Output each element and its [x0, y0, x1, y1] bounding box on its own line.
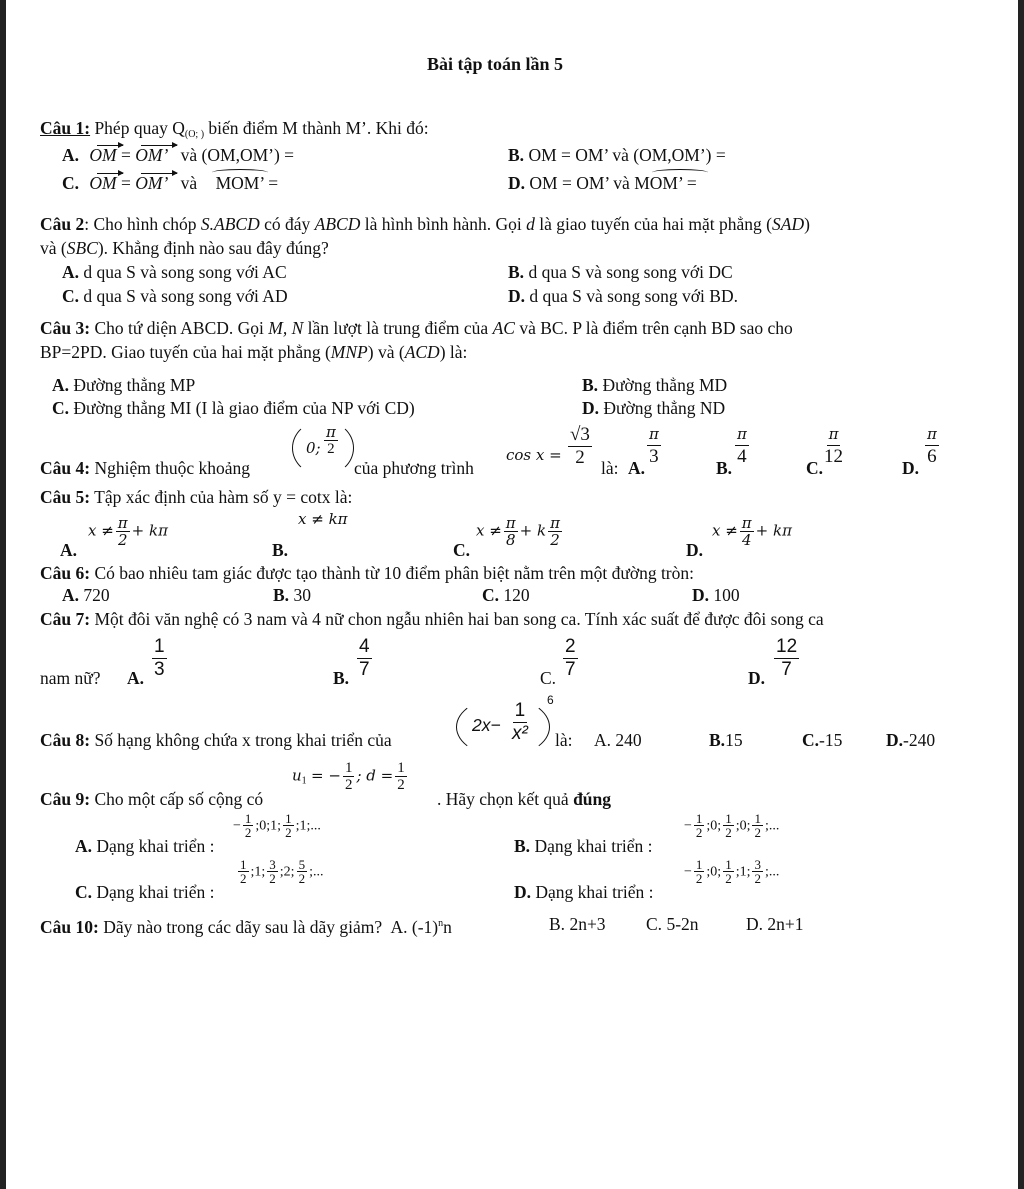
- fraction-num: 1: [514, 700, 526, 721]
- option-label: D.: [746, 914, 764, 934]
- question-9-stem: [40, 789, 263, 809]
- q9-option-c-sequence: [236, 858, 323, 885]
- option-text: Đường thẳng MD: [602, 375, 728, 395]
- sequence-text: −: [684, 864, 692, 880]
- fraction-den: 2: [244, 825, 252, 840]
- option-label: A.: [390, 916, 408, 937]
- q6-text: Có bao nhiêu tam giác được tạo thành từ 10 điểm phân biệt nằm trên một đường tròn:: [94, 563, 694, 583]
- option-label: B.: [508, 145, 525, 165]
- option-text: d qua S và song song với AD: [83, 286, 288, 306]
- q5-option-a-value: [88, 515, 168, 548]
- option-text: d qua S và song song với BD.: [529, 286, 738, 306]
- subscript: 1: [301, 775, 307, 787]
- q4-la: là:: [601, 458, 619, 478]
- q3-acd: ACD: [404, 342, 440, 362]
- sequence-text: ;...: [764, 818, 780, 834]
- fraction: [694, 812, 705, 839]
- fraction-num: π: [827, 423, 841, 446]
- option-text: n: [443, 916, 452, 937]
- fraction-num: π: [735, 423, 749, 446]
- sequence-text: ;1;: [250, 864, 266, 880]
- fraction: [283, 812, 294, 839]
- angle-hat: [652, 169, 708, 176]
- q7-option-a-label: A.: [127, 668, 145, 688]
- sequence-text: ;2;: [279, 864, 295, 880]
- option-text: Dạng khai triển :: [96, 882, 215, 902]
- q9-text: . Hãy chọn kết quả: [437, 789, 569, 809]
- q6-option-b: [273, 585, 311, 605]
- fraction-num: π: [647, 423, 661, 446]
- question-8-stem: [40, 730, 392, 750]
- q3-option-c: [52, 398, 415, 418]
- math-text: + kπ: [755, 521, 792, 540]
- q7-option-b-label: B.: [333, 668, 350, 688]
- q2-text: là giao tuyến của hai mặt phẳng (: [534, 214, 773, 234]
- q9-option-b: [514, 836, 653, 856]
- option-text: 15: [725, 730, 743, 750]
- fraction-den: 7: [565, 659, 576, 680]
- option-label: B.: [549, 914, 566, 934]
- fraction-num: 1: [725, 857, 732, 872]
- q7-text-2: nam nữ?: [40, 668, 101, 688]
- fraction-num: 1: [695, 857, 703, 872]
- q7-option-c-value: [561, 636, 580, 681]
- option-text: 720: [83, 585, 110, 605]
- q4-option-d-value: [923, 423, 941, 468]
- option-label: A.: [75, 836, 93, 856]
- vector-om-prime: OM’: [135, 145, 169, 165]
- q5-option-b-value: x ≠ kπ: [298, 510, 348, 528]
- fraction: [694, 858, 705, 885]
- fraction-num: 4: [359, 636, 370, 657]
- q6-option-c: [482, 585, 530, 605]
- option-label: C.: [62, 173, 80, 193]
- fraction-den: 2: [550, 531, 560, 549]
- q10-option-c: [646, 914, 699, 934]
- fraction-num: π: [925, 423, 939, 446]
- option-text: Đường thẳng MP: [73, 375, 196, 395]
- q7-option-c-label: C.: [540, 668, 557, 688]
- fraction-den: 4: [741, 531, 752, 549]
- option-text: Dạng khai triển :: [535, 882, 654, 902]
- question-3-stem-line2: [40, 342, 467, 362]
- fraction: [752, 858, 763, 885]
- and-word: và: [180, 173, 198, 193]
- vector-om: OM: [89, 173, 117, 193]
- fraction-den: 8: [505, 531, 516, 549]
- fraction-den: 2: [298, 871, 306, 886]
- fraction-den: 2: [575, 447, 585, 468]
- fraction-num: 1: [725, 811, 732, 826]
- q1-option-c: [62, 173, 278, 193]
- q1-d-text: OM = OM’ và: [529, 173, 630, 193]
- option-text: d qua S và song song với AC: [83, 262, 287, 282]
- q2-option-b: [508, 262, 733, 282]
- fraction-num: 1: [397, 760, 405, 776]
- q6-label: Câu 6:: [40, 563, 91, 583]
- q8-option-d: [886, 730, 935, 750]
- angle-mom: MOM’ =: [634, 173, 697, 193]
- q1-option-b: [508, 145, 726, 165]
- binomial-fraction: [508, 700, 532, 745]
- vector-om-prime: OM’: [135, 173, 169, 193]
- q3-text: và BC. P là điểm trên cạnh BD sao cho: [514, 318, 793, 338]
- option-label: B.: [508, 262, 525, 282]
- q5-option-c-label: C.: [453, 540, 471, 560]
- q3-option-a: [52, 375, 195, 395]
- q3-mnp: MNP: [330, 342, 368, 362]
- q1-a-rest: và (OM,OM’) =: [180, 145, 295, 165]
- q9-emphasis: đúng: [573, 789, 612, 809]
- fraction-den: 2: [695, 825, 703, 840]
- math-text: = −: [311, 766, 341, 785]
- q2-option-a: [62, 262, 287, 282]
- fraction-den: 2: [344, 777, 353, 793]
- q10-option-b: [549, 914, 606, 934]
- fraction-den: 3: [154, 659, 165, 680]
- fraction-num: 1: [154, 636, 165, 657]
- q5-label: Câu 5:: [40, 487, 91, 507]
- q2-d: d: [526, 214, 535, 234]
- fraction-num: 1: [244, 811, 252, 826]
- question-2-stem-line2: [40, 238, 329, 258]
- option-text: 30: [293, 585, 311, 605]
- fraction-den: 2: [397, 777, 405, 793]
- option-label: C.: [75, 882, 93, 902]
- question-4-stem: [40, 458, 250, 478]
- fraction-num: π: [741, 514, 752, 532]
- q1-label: Câu 1:: [40, 118, 91, 138]
- fraction: [267, 858, 278, 885]
- q3-text: ) và (: [367, 342, 405, 362]
- option-label: D.: [582, 398, 600, 418]
- math-text: x ≠: [476, 521, 502, 540]
- q4-text: Nghiệm thuộc khoảng: [94, 458, 250, 478]
- q2-text: : Cho hình chóp: [84, 214, 201, 234]
- sequence-text: ;...: [309, 864, 324, 880]
- fraction-num: 1: [240, 857, 247, 872]
- fraction-den: 2: [285, 825, 292, 840]
- equals: =: [120, 173, 131, 193]
- fraction-num: π: [326, 423, 336, 441]
- q2-pyramid: S.ABCD: [200, 214, 260, 234]
- option-label: A.: [52, 375, 70, 395]
- math-text: x ≠: [712, 521, 738, 540]
- fraction: [723, 858, 734, 885]
- vector-arrow: [141, 145, 177, 146]
- fraction-den: 2: [240, 871, 247, 886]
- vector-arrow: [141, 173, 177, 174]
- sequence-text: ;0;1;: [255, 818, 282, 834]
- fraction-den: 2: [754, 871, 761, 886]
- fraction-num: 1: [285, 811, 292, 826]
- fraction-den: 2: [269, 871, 276, 886]
- q1-text-b: biến điểm M thành M’. Khi đó:: [208, 118, 429, 138]
- q8-label: Câu 8:: [40, 730, 91, 750]
- fraction-den: 6: [927, 446, 937, 467]
- sequence-text: −: [684, 818, 692, 834]
- angle-hat: [212, 169, 268, 176]
- q4-label: Câu 4:: [40, 458, 91, 478]
- question-6-stem: [40, 563, 694, 583]
- math-text: x ≠: [88, 521, 114, 540]
- option-text: Đường thẳng ND: [603, 398, 726, 418]
- question-10-stem: [40, 914, 452, 937]
- q3-mn: M, N: [268, 318, 304, 338]
- q9-option-a: [75, 836, 214, 856]
- q1-text: Phép quay Q: [94, 118, 185, 138]
- q5-option-d-value: [712, 515, 792, 548]
- option-text: 2n+3: [569, 914, 606, 934]
- fraction-num: 1: [344, 760, 353, 776]
- fraction-num: π: [505, 514, 516, 532]
- q3-text: lần lượt là trung điểm của: [303, 318, 493, 338]
- q4-option-a-label: A.: [628, 458, 646, 478]
- option-label: A.: [594, 730, 612, 750]
- q5-option-d-label: D.: [686, 540, 704, 560]
- q6-option-d: [692, 585, 740, 605]
- sequence-text: ;0;: [706, 864, 722, 880]
- option-label: A.: [62, 585, 80, 605]
- option-text: 120: [503, 585, 530, 605]
- q9-option-a-sequence: [233, 812, 321, 839]
- q10-label: Câu 10:: [40, 916, 99, 937]
- q8-option-c: [802, 730, 842, 750]
- q2-base: ABCD: [314, 214, 361, 234]
- q8-la: là:: [555, 730, 573, 750]
- fraction-num: 5: [298, 857, 306, 872]
- q8-option-a: [594, 730, 642, 750]
- q4-option-c-value: [820, 423, 847, 468]
- q9-text: Cho một cấp số cộng có: [94, 789, 264, 809]
- math-text: + kπ: [131, 521, 168, 540]
- fraction-den: 7: [359, 659, 370, 680]
- fraction-num: √3: [570, 424, 590, 445]
- fraction: [723, 812, 734, 839]
- fraction-num: π: [550, 514, 560, 532]
- option-label: C.: [802, 730, 820, 750]
- q4-option-b-value: [733, 423, 751, 468]
- q9-label: Câu 9:: [40, 789, 91, 809]
- sequence-text: ;...: [764, 864, 780, 880]
- interval-end: [322, 424, 340, 457]
- question-3-stem: [40, 318, 793, 338]
- option-text: (-1): [411, 916, 439, 937]
- q3-option-d: [582, 398, 725, 418]
- q4-option-c-label: C.: [806, 458, 824, 478]
- fraction: [752, 812, 763, 839]
- vector-om: OM: [89, 145, 117, 165]
- option-text: 2n+1: [767, 914, 804, 934]
- q10-option-d: [746, 914, 804, 934]
- q1-b-text: OM = OM’ và (OM,OM’) =: [528, 145, 726, 165]
- q1-sub: (O; ): [184, 129, 205, 140]
- sequence-text: ;0;: [706, 818, 722, 834]
- sequence-text: ;1;: [735, 864, 751, 880]
- option-label: D.: [508, 173, 526, 193]
- vector-arrow: [97, 173, 123, 174]
- q1-option-d: [508, 173, 697, 193]
- question-1-stem: [40, 118, 429, 145]
- q3-ac: AC: [492, 318, 515, 338]
- vector-arrow: [97, 145, 123, 146]
- option-text: d qua S và song song với DC: [528, 262, 733, 282]
- fraction: [238, 858, 249, 885]
- option-label: D.: [886, 730, 904, 750]
- angle-mom: MOM’ =: [215, 173, 279, 193]
- sequence-text: ;0;: [735, 818, 751, 834]
- q2-sbc: SBC: [66, 238, 98, 258]
- q7-option-d-label: D.: [748, 668, 766, 688]
- q2-text: ). Khẳng định nào sau đây đúng?: [97, 238, 329, 258]
- option-text: 5-2n: [666, 914, 699, 934]
- q2-option-d: [508, 286, 738, 306]
- question-7-stem: [40, 609, 824, 629]
- fraction-num: π: [117, 514, 128, 532]
- q2-text: có đáy: [259, 214, 315, 234]
- q5-option-a-label: A.: [60, 540, 78, 560]
- option-label: C.: [62, 286, 80, 306]
- math-text: + k: [519, 521, 547, 540]
- option-label: D.: [692, 585, 710, 605]
- q2-option-c: [62, 286, 288, 306]
- fraction-den: 7: [781, 659, 792, 680]
- q3-option-b: [582, 375, 727, 395]
- q1-option-a: [62, 145, 294, 165]
- fraction-den: 2: [327, 441, 335, 457]
- fraction-den: 12: [824, 446, 843, 467]
- q9-option-d: [514, 882, 653, 902]
- option-text: Dạng khai triển :: [534, 836, 653, 856]
- q7-label: Câu 7:: [40, 609, 91, 629]
- q8-option-b: [709, 730, 743, 750]
- q4-text-2: của phương trình: [354, 458, 474, 478]
- cos-equation: cos x =: [506, 446, 562, 464]
- fraction-num: 3: [269, 857, 276, 872]
- q6-option-a: [62, 585, 110, 605]
- fraction-den: 2: [725, 871, 732, 886]
- q5-option-b-label: B.: [272, 540, 289, 560]
- option-label: B.: [709, 730, 726, 750]
- fraction: [243, 812, 254, 839]
- option-text: Đường thẳng MI (I là giao điểm của NP với CD): [73, 398, 415, 418]
- option-text: -15: [819, 730, 843, 750]
- option-text: 100: [713, 585, 740, 605]
- binomial-term: 2x−: [472, 715, 501, 735]
- q2-text: là hình bình hành. Gọi: [360, 214, 527, 234]
- fraction-num: 2: [565, 636, 576, 657]
- q2-text: ): [804, 214, 810, 234]
- option-text: 240: [615, 730, 642, 750]
- sequence-text: ;1;...: [295, 818, 321, 834]
- option-label: C.: [482, 585, 500, 605]
- q7-option-d-value: [772, 636, 801, 681]
- q10-text: Dãy nào trong các dãy sau là dãy giảm?: [103, 916, 383, 937]
- question-2-stem: [40, 214, 810, 234]
- fraction-den: 2: [754, 825, 761, 840]
- q9-option-b-sequence: [684, 812, 779, 839]
- cos-value: [566, 424, 594, 469]
- q3-label: Câu 3:: [40, 318, 91, 338]
- option-text: -240: [903, 730, 936, 750]
- fraction-den: 2: [117, 531, 128, 549]
- q3-text: ) là:: [439, 342, 468, 362]
- q7-option-b-value: [355, 636, 374, 681]
- q9-option-c: [75, 882, 214, 902]
- question-5-stem: [40, 487, 352, 507]
- fraction-den: 4: [737, 446, 747, 467]
- q2-sad: SAD: [772, 214, 805, 234]
- option-label: A.: [62, 145, 80, 165]
- q9-option-d-sequence: [684, 858, 779, 885]
- q9-sequence-definition: [292, 760, 409, 793]
- option-label: C.: [52, 398, 70, 418]
- fraction-den: 2: [725, 825, 732, 840]
- option-label: B.: [582, 375, 599, 395]
- option-label: B.: [273, 585, 290, 605]
- q7-text: Một đôi văn nghệ có 3 nam và 4 nữ chon ngẫu nhiên hai ban song ca. Tính xác suất để được đôi song ca: [94, 609, 824, 629]
- fraction: [297, 858, 308, 885]
- fraction-den: 3: [649, 446, 659, 467]
- fraction-num: 1: [754, 811, 761, 826]
- q5-text: Tập xác định của hàm số y = cotx là:: [94, 487, 353, 507]
- binomial-parens: [456, 697, 550, 757]
- option-label: D.: [514, 882, 532, 902]
- fraction-num: 12: [776, 636, 798, 657]
- q3-text: BP=2PD. Giao tuyến của hai mặt phẳng (: [40, 342, 331, 362]
- fraction-den: x²: [512, 723, 528, 744]
- q4-option-b-label: B.: [716, 458, 733, 478]
- q9-text-2: [437, 789, 611, 809]
- equals: =: [120, 145, 131, 165]
- option-label: B.: [514, 836, 531, 856]
- option-label: D.: [508, 286, 526, 306]
- sequence-text: −: [233, 818, 241, 834]
- q4-option-a-value: [645, 423, 663, 468]
- q5-option-c-value: [476, 515, 564, 548]
- option-label: C.: [646, 914, 663, 934]
- page-title: Bài tập toán lần 5: [427, 54, 564, 74]
- q8-text: Số hạng không chứa x trong khai triển của: [94, 730, 392, 750]
- q3-text: Cho tứ diện ABCD. Gọi: [90, 318, 269, 338]
- q7-option-a-value: [150, 636, 169, 681]
- q4-option-d-label: D.: [902, 458, 920, 478]
- q2-text: và (: [40, 238, 67, 258]
- superscript: n: [438, 918, 444, 929]
- fraction-num: 3: [754, 857, 761, 872]
- fraction-num: 1: [695, 811, 703, 826]
- option-text: Dạng khai triển :: [96, 836, 215, 856]
- fraction-den: 2: [695, 871, 703, 886]
- q2-label: Câu 2: [40, 214, 85, 234]
- math-text: u: [292, 766, 302, 785]
- interval-start: 0;: [306, 439, 321, 457]
- math-text: ; d =: [356, 766, 394, 785]
- binomial-exponent: 6: [547, 693, 554, 707]
- option-label: A.: [62, 262, 80, 282]
